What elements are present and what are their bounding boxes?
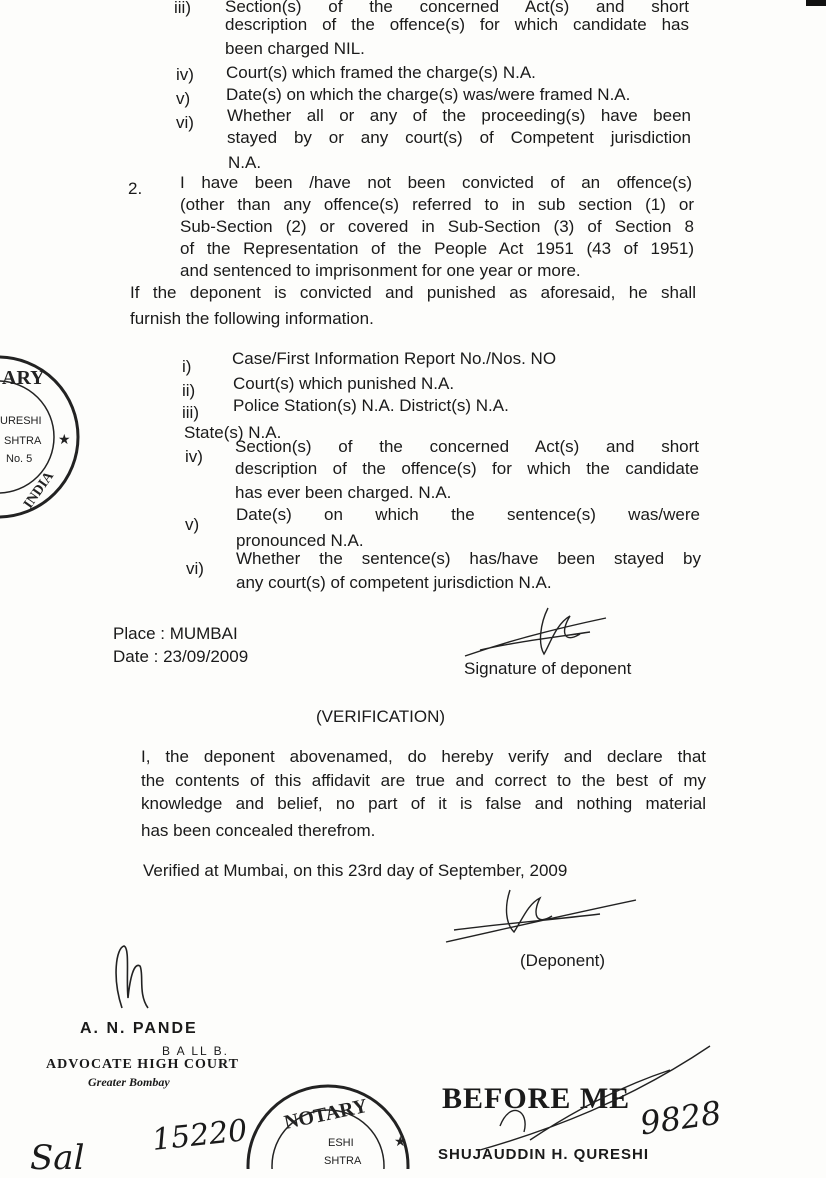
- item-num: vi): [186, 559, 204, 578]
- deponent-signature-2: [440, 880, 640, 950]
- paragraph-line: and sentenced to imprisonment for one year or more.: [180, 261, 581, 280]
- item-num: iii): [182, 403, 199, 422]
- state-line: State(s) N.A.: [184, 423, 282, 442]
- advocate-signature: [104, 938, 164, 1018]
- stamp-text: No. 5: [6, 453, 33, 465]
- item-line: been charged NIL.: [225, 39, 365, 58]
- item-line: Section(s) of the concerned Act(s) and short: [225, 0, 689, 16]
- item-line: Police Station(s) N.A. District(s) N.A.: [233, 396, 509, 415]
- verification-line: has been concealed therefrom.: [141, 821, 376, 840]
- paragraph-line: (other than any offence(s) referred to in sub section (1) or: [180, 195, 694, 214]
- star-icon: ★: [394, 1133, 407, 1149]
- advocate-place: Greater Bombay: [88, 1075, 170, 1089]
- deponent-intro-line: If the deponent is convicted and punished as aforesaid, he shall: [130, 283, 696, 302]
- before-me-stamp: BEFORE ME: [442, 1082, 631, 1115]
- notary-name: SHUJAUDDIN H. QURESHI: [438, 1146, 650, 1163]
- advocate-title: ADVOCATE HIGH COURT: [46, 1057, 239, 1072]
- advocate-name: A. N. PANDE: [80, 1020, 198, 1037]
- deponent-caption: (Deponent): [520, 951, 606, 970]
- item-line: Date(s) on which the charge(s) was/were framed N.A.: [226, 85, 631, 104]
- item-line: any court(s) of competent jurisdiction N.A.: [236, 573, 552, 592]
- paragraph-line: of the Representation of the People Act 1951 (43 of 1951): [180, 239, 694, 258]
- signature-caption: Signature of deponent: [464, 659, 632, 678]
- stamp-text: INDIA: [21, 469, 58, 512]
- item-num: i): [182, 357, 192, 376]
- notary-stamp-bottom: [244, 1076, 414, 1169]
- item-line: Date(s) on which the sentence(s) was/were: [236, 505, 700, 524]
- item-num: v): [176, 89, 191, 108]
- advocate-degree: B A LL B.: [162, 1044, 229, 1058]
- stamp-text: ARY: [2, 367, 45, 389]
- deponent-intro-line: furnish the following information.: [130, 309, 374, 328]
- star-icon: ★: [58, 431, 71, 447]
- item-num: iv): [185, 447, 203, 466]
- item-line: description of the offence(s) for which candidate has: [225, 15, 689, 34]
- stamp-text: SHTRA: [324, 1155, 362, 1167]
- item-line: Case/First Information Report No./Nos. NO: [232, 349, 557, 368]
- paragraph-line: I have been /have not been convicted of an offence(s): [180, 173, 692, 192]
- handwritten-before-me-num: 9828: [637, 1093, 724, 1143]
- date-label: Date : 23/09/2009: [113, 647, 249, 666]
- place-label: Place : MUMBAI: [113, 624, 238, 643]
- stamp-text: ESHI: [328, 1137, 354, 1149]
- item-line: has ever been charged. N.A.: [235, 483, 452, 502]
- item-num: iii): [174, 0, 191, 17]
- item-num: ii): [182, 381, 196, 400]
- item-num: v): [185, 515, 200, 534]
- item-line: N.A.: [228, 153, 262, 172]
- item-line: Whether the sentence(s) has/have been stayed by: [236, 549, 701, 568]
- paragraph-line: Sub-Section (2) or covered in Sub-Section (3) of Section 8: [180, 217, 694, 236]
- stamp-text: URESHI: [0, 415, 42, 427]
- verification-heading: (VERIFICATION): [316, 707, 446, 726]
- notary-signature: [470, 1040, 730, 1160]
- item-line: Section(s) of the concerned Act(s) and short: [235, 437, 699, 456]
- item-line: description of the offence(s) for which the candidate: [235, 459, 699, 478]
- verified-line: Verified at Mumbai, on this 23rd day of September, 2009: [143, 861, 568, 880]
- verification-line: the contents of this affidavit are true and correct to the best of my: [141, 771, 706, 790]
- item-num: iv): [176, 65, 194, 84]
- notary-stamp-left: [0, 352, 86, 522]
- item-line: Court(s) which punished N.A.: [233, 374, 455, 393]
- item-line: Court(s) which framed the charge(s) N.A.: [226, 63, 536, 82]
- verification-line: I, the deponent abovenamed, do hereby verify and declare that: [141, 747, 706, 766]
- handwritten-reg-num: 15220: [150, 1113, 249, 1158]
- stamp-text: SHTRA: [4, 435, 42, 447]
- item-line: stayed by or any court(s) of Competent jurisdiction: [227, 128, 691, 147]
- stamp-text: NOTARY: [282, 1094, 370, 1134]
- item-num: vi): [176, 113, 194, 132]
- scan-mark: [806, 0, 826, 6]
- item-line: pronounced N.A.: [236, 531, 364, 550]
- paragraph-num: 2.: [128, 179, 143, 198]
- item-line: Whether all or any of the proceeding(s) have been: [227, 106, 691, 125]
- verification-line: knowledge and belief, no part of it is false and nothing material: [141, 794, 706, 813]
- handwritten-reg-left: Sal: [30, 1138, 85, 1178]
